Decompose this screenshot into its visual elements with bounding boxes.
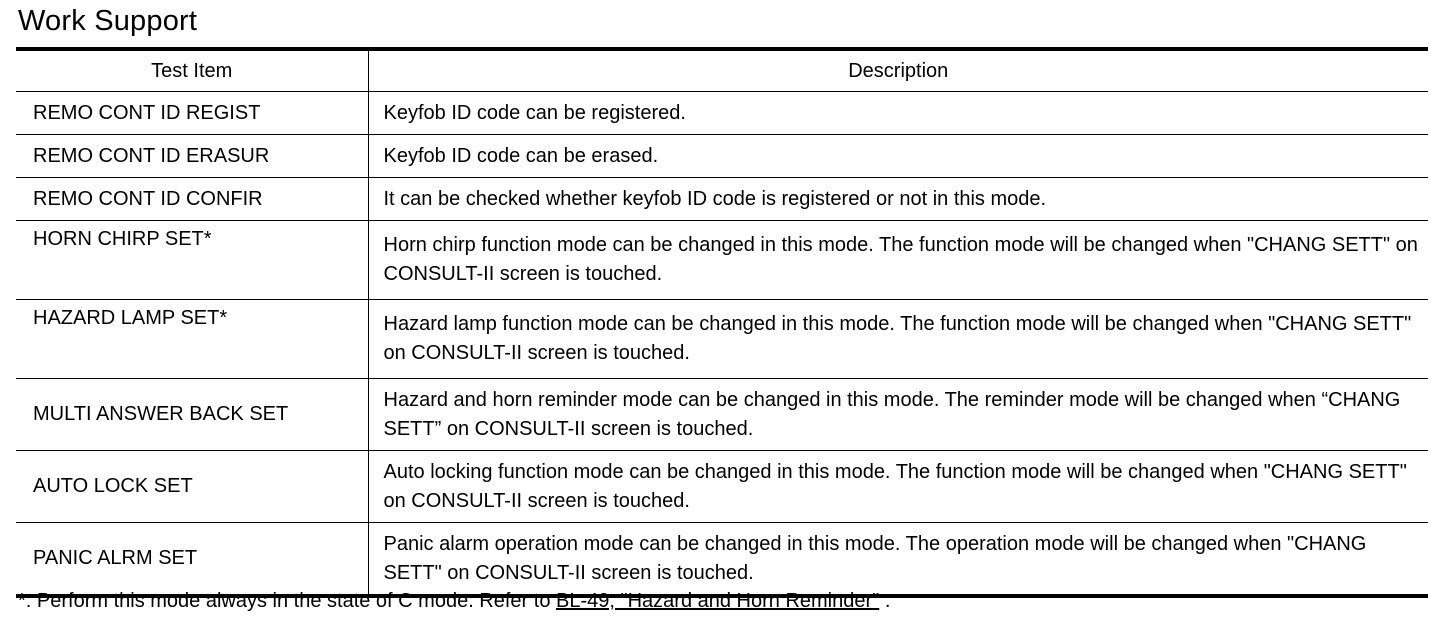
work-support-table (16, 47, 1428, 598)
description-cell: Horn chirp function mode can be changed in this mode. The function mode will be changed when "CHANG SETT" on CONSULT-II screen is touched. (368, 221, 1428, 300)
table-row (16, 523, 1428, 597)
test-item-cell: HAZARD LAMP SET* (16, 300, 368, 379)
description-cell: Panic alarm operation mode can be changed in this mode. The operation mode will be changed when "CHANG SETT" on CONSULT-II screen is touched. (368, 523, 1428, 597)
column-header-test-item: Test Item (16, 49, 368, 92)
footnote-suffix: . (879, 590, 891, 612)
table-row (16, 300, 1428, 379)
reference-link[interactable]: BL-49, "Hazard and Horn Reminder" (556, 590, 880, 612)
test-item-cell: REMO CONT ID REGIST (16, 92, 368, 135)
table-header-row (16, 49, 1428, 92)
description-cell: Keyfob ID code can be registered. (368, 92, 1428, 135)
column-header-description: Description (368, 49, 1428, 92)
footnote-text: *: Perform this mode always in the state of C mode. Refer to (18, 590, 557, 612)
test-item-cell: REMO CONT ID CONFIR (16, 178, 368, 221)
test-item-cell: HORN CHIRP SET* (16, 221, 368, 300)
table-row (16, 178, 1428, 221)
test-item-cell: PANIC ALRM SET (16, 523, 368, 597)
table-row (16, 92, 1428, 135)
table-row (16, 379, 1428, 451)
table-row (16, 451, 1428, 523)
table-row (16, 135, 1428, 178)
description-cell: Auto locking function mode can be changed in this mode. The function mode will be changed when "CHANG SETT" on CONSULT-II screen is touched. (368, 451, 1428, 523)
test-item-cell: AUTO LOCK SET (16, 451, 368, 523)
table-row (16, 221, 1428, 300)
description-cell: Hazard and horn reminder mode can be changed in this mode. The reminder mode will be changed when “CHANG SETT” on CONSULT-II screen is touched. (368, 379, 1428, 451)
page-title: Work Support (18, 5, 198, 37)
test-item-cell: MULTI ANSWER BACK SET (16, 379, 368, 451)
description-cell: Keyfob ID code can be erased. (368, 135, 1428, 178)
description-cell: It can be checked whether keyfob ID code is registered or not in this mode. (368, 178, 1428, 221)
description-cell: Hazard lamp function mode can be changed in this mode. The function mode will be changed when "CHANG SETT" on CONSULT-II screen is touched. (368, 300, 1428, 379)
footnote (18, 590, 890, 613)
test-item-cell: REMO CONT ID ERASUR (16, 135, 368, 178)
